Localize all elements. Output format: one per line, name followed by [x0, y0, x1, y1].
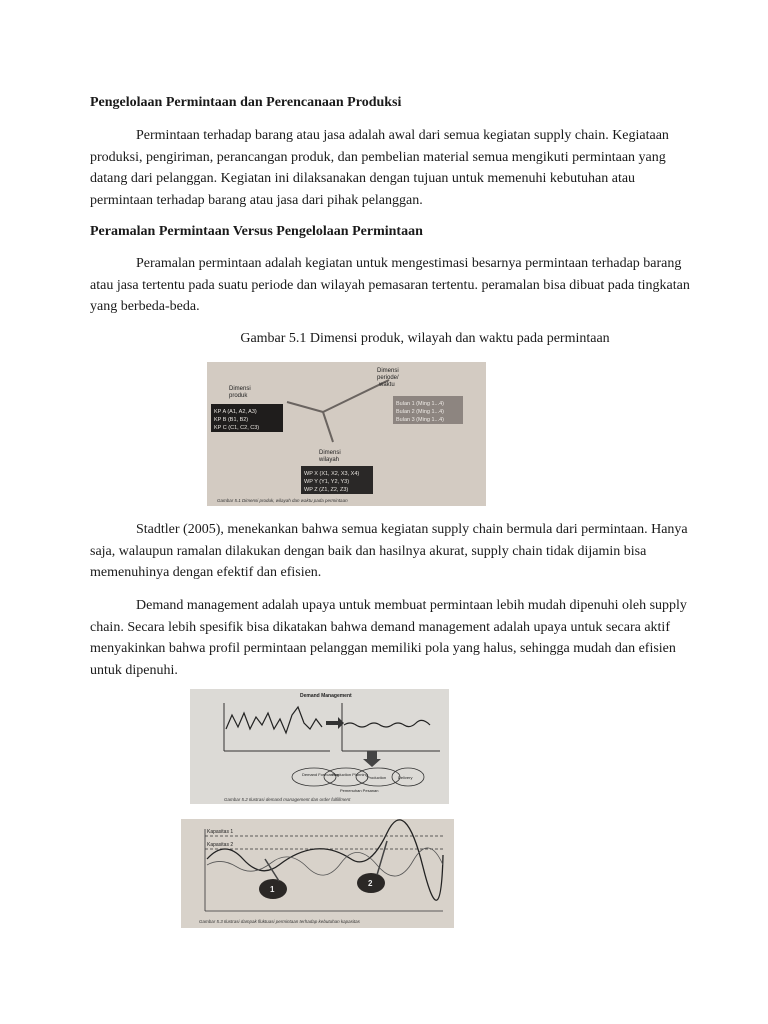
- oval-production: Production: [367, 775, 387, 780]
- paragraph-stadtler: Stadtler (2005), menekankan bahwa semua kegiatan supply chain bermula dari permintaan. Hanya saja, walaupun ramalan dilakukan dengan baik dan hasilnya akurat, supply chain tidak dijamin bisa memenuhinya dengan efektif dan efisien.: [90, 522, 688, 580]
- label-dimensi-waktu-2: periode/: [377, 375, 399, 381]
- label-pemenuhan-pesanan: Pemenuhan Pesanan: [340, 788, 379, 793]
- heading-pengelolaan: Pengelolaan Permintaan dan Perencanaan Produksi: [90, 95, 402, 110]
- figure-5-3-diagram: [181, 819, 454, 928]
- box-wilayah-line-2: WP Y (Y1, Y2, Y3): [304, 479, 350, 485]
- box-wilayah-line-3: WP Z (Z1, Z2, Z3): [304, 487, 349, 493]
- label-dimensi-wilayah-2: wilayah: [319, 457, 340, 463]
- label-dimensi-wilayah-1: Dimensi: [319, 450, 341, 456]
- figure-5-2-diagram: [190, 689, 449, 804]
- oval-delivery: Delivery: [398, 775, 413, 780]
- label-dimensi-waktu-3: waktu: [379, 382, 395, 388]
- paragraph-demand-management: Demand management adalah upaya untuk membuat permintaan lebih mudah dipenuhi oleh supply chain. Secara lebih spesifik bisa dikatakan bahwa demand management adalah upaya untuk secara aktif menyakinkan bahwa profil permintaan pelanggan memiliki pola yang halus, sehingga mudah dan efisien untuk dipenuhi.: [90, 598, 687, 678]
- paragraph-intro: Permintaan terhadap barang atau jasa adalah awal dari semua kegiatan supply chain. Kegiataan produksi, pengiriman, perancangan produk, dan pembelian material semua mengikuti permintaan yang datang dari pelanggan. Kegiatan ini dilaksanakan dengan tujuan untuk memenuhi kebutuhan atau permintaan terhadap barang atau jasa dari pihak pelanggan.: [90, 128, 669, 208]
- figure-5-2-inner-caption: Gambar 5.2 Ilustrasi demand management dan order fulfillment: [224, 797, 351, 802]
- box-produk-line-3: KP C (C1, C2, C3): [214, 425, 260, 431]
- figure-5-2-title: Demand Management: [300, 693, 352, 699]
- figure-5-1-diagram: [207, 362, 486, 506]
- paragraph-peramalan: Peramalan permintaan adalah kegiatan untuk mengestimasi besarnya permintaan terhadap barang atau jasa tertentu pada suatu periode dan wilayah pemasaran tertentu. peramalan bisa dibuat pada tingkatan yang berbeda-beda.: [90, 256, 690, 314]
- box-waktu-line-2: Bulan 2 (Ming 1...4): [396, 409, 444, 415]
- box-wilayah-line-1: WP X (X1, X2, X3, X4): [304, 471, 360, 477]
- label-kapasitas-2: Kapasitas 2: [207, 842, 234, 848]
- figure-5-1-image: [207, 362, 486, 506]
- marker-1: 1: [270, 885, 275, 894]
- figure-5-1-caption: Gambar 5.1 Dimensi produk, wilayah dan waktu pada permintaan: [240, 331, 610, 346]
- box-waktu-line-3: Bulan 3 (Ming 1...4): [396, 417, 444, 423]
- label-dimensi-waktu-1: Dimensi: [377, 368, 399, 374]
- oval-production-planning: Production Planning: [332, 772, 368, 777]
- label-dimensi-produk-1: Dimensi: [229, 386, 251, 392]
- figure-5-3-image: [181, 819, 454, 928]
- figure-5-2-image: [190, 689, 449, 804]
- box-waktu-line-1: Bulan 1 (Ming 1...4): [396, 401, 444, 407]
- box-produk-line-1: KP A (A1, A2, A3): [214, 409, 257, 415]
- marker-2: 2: [368, 879, 373, 888]
- oval-demand-forecasting: Demand Forecasting: [302, 772, 340, 777]
- label-kapasitas-1: Kapasitas 1: [207, 829, 234, 835]
- box-produk-line-2: KP B (B1, B2): [214, 417, 249, 423]
- figure-5-1-inner-caption: Gambar 5.1 Dimensi produk, wilayah dan waktu pada permintaan: [217, 498, 348, 503]
- heading-peramalan: Peramalan Permintaan Versus Pengelolaan Permintaan: [90, 224, 423, 239]
- figure-5-3-inner-caption: Gambar 5.3 Ilustrasi dampak fluktuasi permintaan terhadap kebutuhan kapasitas: [199, 919, 360, 924]
- label-dimensi-produk-2: produk: [229, 393, 248, 399]
